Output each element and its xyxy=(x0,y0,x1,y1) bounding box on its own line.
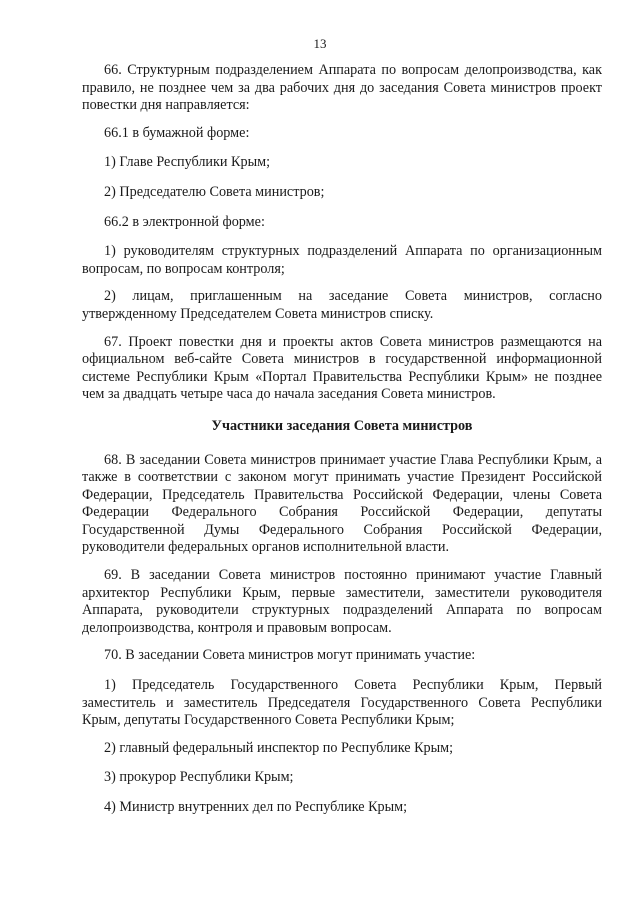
paragraph-66-2-item-2: 2) лицам, приглашенным на заседание Совета министров, согласно утвержденному Председателем Совета министров списку. xyxy=(82,288,602,322)
paragraph-69: 69. В заседании Совета министров постоянно принимают участие Главный архитектор Республики Крым, первые заместители, заместители руководителя Аппарата, руководители структурных подразделений Аппарата по вопросам делопроизводства, контроля и правовым вопросам. xyxy=(82,567,602,636)
paragraph-68: 68. В заседании Совета министров принимает участие Глава Республики Крым, а также в соответствии с законом могут принимать участие Президент Российской Федерации, Председатель Правительства Российской Федерации, члены Совета Федерации Федерального Собрания Российской Федерации, депутаты Государственной Думы Федерального Собрания Российской Федерации, руководители федеральных органов исполнительной власти. xyxy=(82,451,602,556)
paragraph-70-item-2: 2) главный федеральный инспектор по Республике Крым; xyxy=(104,739,454,756)
paragraph-66-2: 66.2 в электронной форме: xyxy=(104,213,265,230)
paragraph-66: 66. Структурным подразделением Аппарата по вопросам делопроизводства, как правило, не позднее чем за два рабочих дня до заседания Совета министров проект повестки дня направляется: xyxy=(82,62,602,114)
paragraph-70-item-4: 4) Министр внутренних дел по Республике Крым; xyxy=(104,799,408,815)
paragraph-66-1: 66.1 в бумажной форме: xyxy=(104,124,250,141)
paragraph-66-1-item-1: 1) Главе Республики Крым; xyxy=(104,154,271,171)
page-number: 13 xyxy=(313,36,327,51)
paragraph-70-item-3: 3) прокурор Республики Крым; xyxy=(104,769,294,786)
section-heading: Участники заседания Совета министров xyxy=(211,417,473,434)
paragraph-70-item-1: 1) Председатель Государственного Совета Республики Крым, Первый заместитель и заместитель Председателя Государственного Совета Республики Крым, депутаты Государственного Совета Республики Крым; xyxy=(82,677,602,729)
document-body xyxy=(82,62,602,829)
paragraph-70: 70. В заседании Совета министров могут принимать участие: xyxy=(104,647,476,664)
paragraph-67: 67. Проект повестки дня и проекты актов Совета министров размещаются на официальном веб-сайте Совета министров в государственной информационной системе Республики Крым «Портал Правительства Республики Крым» не позднее чем за двадцать четыре часа до начала заседания Совета министров. xyxy=(82,333,602,403)
paragraph-66-2-item-1: 1) руководителям структурных подразделений Аппарата по организационным вопросам, по вопросам контроля; xyxy=(82,243,602,277)
paragraph-66-1-item-2: 2) Председателю Совета министров; xyxy=(104,183,325,200)
